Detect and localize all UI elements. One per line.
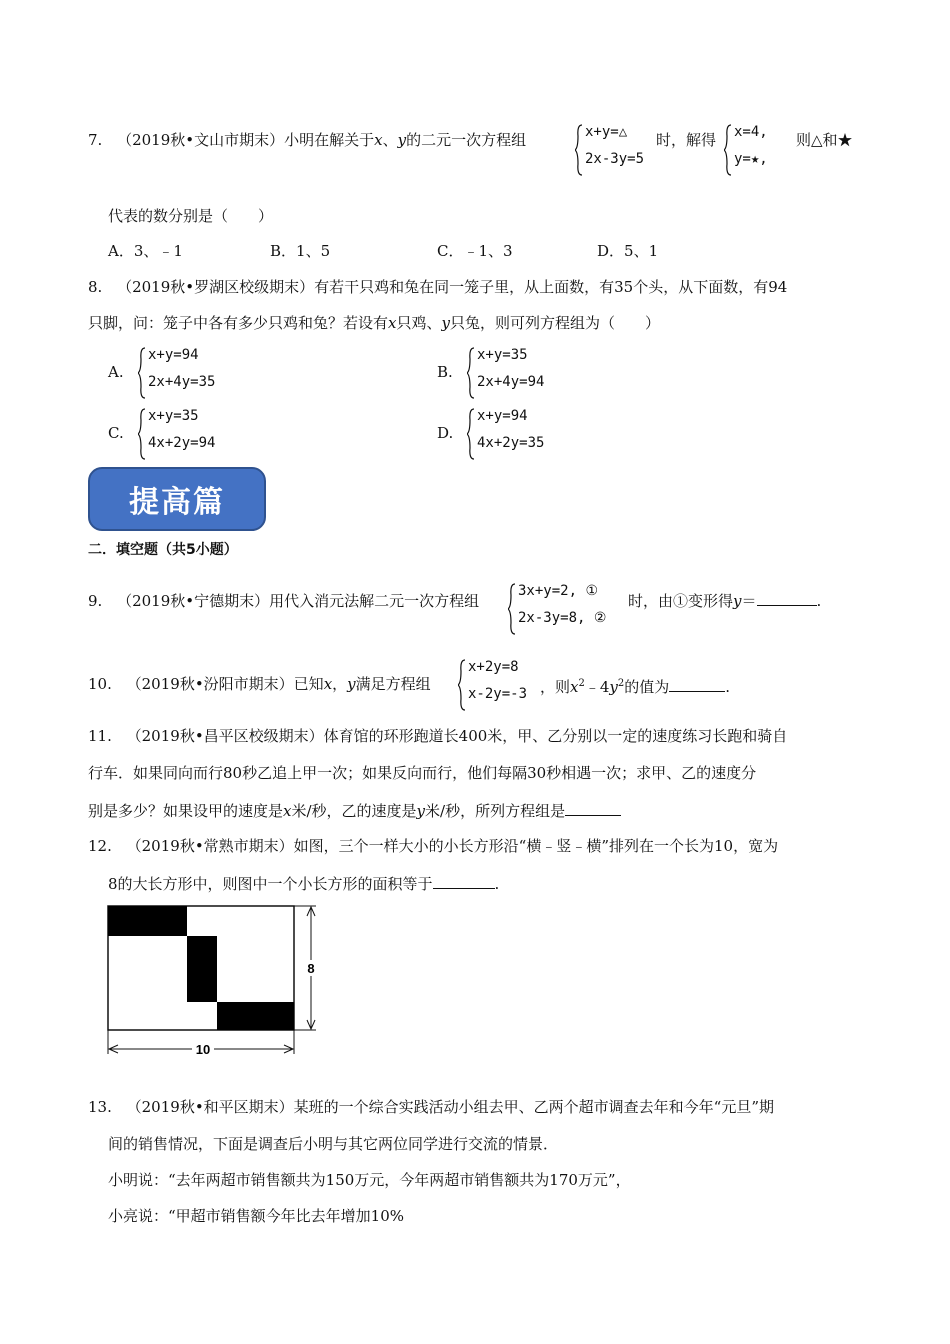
q7-source: （2019秋•文山市期末） (117, 131, 285, 149)
q9-text-b: 时，由①变形得 (628, 592, 734, 610)
section-title: 二．填空题（共5小题） (88, 542, 238, 558)
q7-eq2: 2x-3y=5 (585, 151, 645, 167)
q8-var-y: y (441, 314, 450, 332)
q8-number: 8. (88, 278, 103, 296)
q11-answer-blank[interactable] (565, 801, 621, 816)
q7-option-b: B．1、5 (270, 242, 331, 260)
q7-sol2: y=★, (734, 151, 768, 167)
q7-option-d: D．5、1 (597, 242, 659, 260)
q9-mark2: ② (593, 610, 607, 626)
q12-text2: 8的大长方形中，则图中一个小长方形的面积等于 (108, 875, 433, 893)
q13-source: （2019秋•和平区期末） (126, 1098, 294, 1116)
q8-line2 (88, 313, 660, 333)
q10-expr-mid: ﹣4 (584, 678, 610, 696)
q9-equals: ＝ (741, 592, 757, 610)
brace-icon (467, 408, 475, 460)
q9-line (88, 591, 479, 611)
q12-period: . (494, 875, 500, 893)
q8-c-eq2: 4x+2y=94 (148, 435, 216, 451)
q9-number: 9. (88, 592, 103, 610)
q10-tail (540, 674, 730, 697)
q9-source: （2019秋•宁德期末） (117, 592, 270, 610)
rectangles-figure (104, 900, 334, 1062)
q9-var-y: y (733, 592, 742, 610)
section-banner: 提高篇 (88, 467, 266, 531)
q8-option-a-label: A. (108, 363, 124, 381)
q8-text-b: 只鸡、 (396, 314, 442, 332)
q10-var-y: y (347, 675, 356, 693)
brace-icon (138, 347, 146, 399)
small-rectangle-middle (187, 936, 217, 1002)
q10-text-d: 的值为 (624, 678, 670, 696)
q10-text-a: 已知 (293, 675, 324, 693)
q10-expr-x: x (570, 678, 579, 696)
q9-eq1-row (518, 583, 598, 599)
q9-answer-blank[interactable] (757, 591, 817, 606)
q11-source: （2019秋•昌平区校级期末） (126, 727, 324, 745)
q11-text1: 体育馆的环形跑道长400米，甲、乙分别以一定的速度练习长跑和骑自 (323, 727, 788, 745)
q10-exp1: 2 (578, 678, 585, 689)
small-rectangle-bottom (217, 1002, 294, 1030)
q13-line2: 间的销售情况，下面是调查后小明与其它两位同学进行交流的情景． (108, 1135, 559, 1153)
q8-source: （2019秋•罗湖区校级期末） (117, 278, 315, 296)
brace-icon (138, 408, 146, 460)
q12-line2 (108, 874, 499, 894)
q7-number: 7. (88, 131, 103, 149)
q11-text3a: 别是多少？如果设甲的速度是 (88, 802, 284, 820)
q11-number: 11. (88, 727, 112, 745)
q9-eq2-row (518, 610, 606, 626)
q10-text-c: ，则 (540, 678, 571, 696)
small-rectangle-top (108, 906, 187, 936)
q8-option-c-label: C. (108, 424, 124, 442)
brace-icon (508, 583, 516, 635)
q12-number: 12. (88, 837, 112, 855)
q8-var-x: x (388, 314, 397, 332)
q7-option-a: A．3、﹣1 (108, 242, 183, 260)
q10-var-x: x (323, 675, 333, 693)
q7-sep: 、 (382, 131, 398, 149)
q8-b-eq2: 2x+4y=94 (477, 374, 545, 390)
height-label: 8 (307, 961, 315, 976)
q8-text: 有若干只鸡和兔在同一笼子里，从上面数，有35个头，从下面数，有94 (314, 278, 788, 296)
q9-tail (628, 591, 821, 611)
q7-var-y: y (397, 131, 407, 149)
q8-text-c: 只兔，则可列方程组为（ ） (449, 314, 660, 332)
q11-text3c: 米/秒，所列方程组是 (425, 802, 566, 820)
q8-line1 (88, 277, 787, 297)
q8-b-eq1: x+y=35 (477, 347, 528, 363)
q11-text3b: 米/秒，乙的速度是 (291, 802, 417, 820)
q8-option-d-label: D. (437, 424, 454, 442)
q11-var-x: x (283, 802, 292, 820)
q13-line4: 小亮说：“甲超市销售额今年比去年增加10% (108, 1207, 405, 1225)
q12-text1: 如图，三个一样大小的小长方形沿“横﹣竖﹣横”排列在一个长为10，宽为 (293, 837, 779, 855)
q12-answer-blank[interactable] (433, 874, 495, 889)
q7-text-b: 的二元一次方程组 (406, 131, 527, 149)
q8-option-b-label: B. (437, 363, 453, 381)
q10-answer-blank[interactable] (669, 677, 725, 692)
q9-period: . (816, 592, 822, 610)
q10-text-b: 满足方程组 (355, 675, 431, 693)
q7-sol1: x=4, (734, 124, 768, 140)
q11-var-y: y (416, 802, 426, 820)
q10-line (88, 674, 431, 694)
q7-line1 (88, 130, 526, 150)
q11-line3 (88, 801, 621, 821)
q13-number: 13. (88, 1098, 112, 1116)
q7-eq1: x+y=△ (585, 124, 628, 140)
q10-source: （2019秋•汾阳市期末） (126, 675, 294, 693)
q11-line1 (88, 726, 787, 746)
q9-text-a: 用代入消元法解二元一次方程组 (269, 592, 480, 610)
brace-icon (575, 124, 583, 176)
q8-a-eq1: x+y=94 (148, 347, 199, 363)
q8-a-eq2: 2x+4y=35 (148, 374, 216, 390)
width-label: 10 (195, 1042, 211, 1057)
q9-mark1: ① (585, 583, 599, 599)
q7-line2: 代表的数分别是（ ） (108, 207, 274, 225)
q8-d-eq1: x+y=94 (477, 408, 528, 424)
q10-comma: ， (332, 675, 348, 693)
q12-source: （2019秋•常熟市期末） (126, 837, 294, 855)
q7-var-x: x (374, 131, 383, 149)
brace-icon (724, 124, 732, 176)
q7-text-c: 时，解得 (656, 131, 717, 149)
q10-expr-y: y (609, 678, 618, 696)
brace-icon (458, 659, 466, 711)
q8-text-a: 只脚，问：笼子中各有多少只鸡和兔？若设有 (88, 314, 389, 332)
q7-option-c: C．﹣1、3 (437, 242, 513, 260)
q13-text1: 某班的一个综合实践活动小组去甲、乙两个超市调查去年和今年“元旦”期 (293, 1098, 775, 1116)
q10-eq1: x+2y=8 (468, 659, 519, 675)
q7-text: 小明在解关于 (284, 131, 375, 149)
q10-number: 10. (88, 675, 112, 693)
q10-exp2: 2 (617, 678, 625, 689)
q12-line1 (88, 836, 778, 856)
q13-line1 (88, 1097, 774, 1117)
brace-icon (467, 347, 475, 399)
q7-text-d: 则△和★ (796, 131, 853, 149)
q9-eq1: 3x+y=2, (518, 583, 578, 599)
q9-eq2: 2x-3y=8, (518, 610, 586, 626)
q8-c-eq1: x+y=35 (148, 408, 199, 424)
q13-line3: 小明说：“去年两超市销售额共为150万元，今年两超市销售额共为170万元”， (108, 1171, 631, 1189)
q11-line2: 行车．如果同向而行80秒乙追上甲一次；如果反向而行，他们每隔30秒相遇一次；求甲、乙的速度分 (88, 764, 757, 782)
q8-d-eq2: 4x+2y=35 (477, 435, 545, 451)
q10-period: . (725, 678, 731, 696)
q10-eq2: x-2y=-3 (468, 686, 528, 702)
